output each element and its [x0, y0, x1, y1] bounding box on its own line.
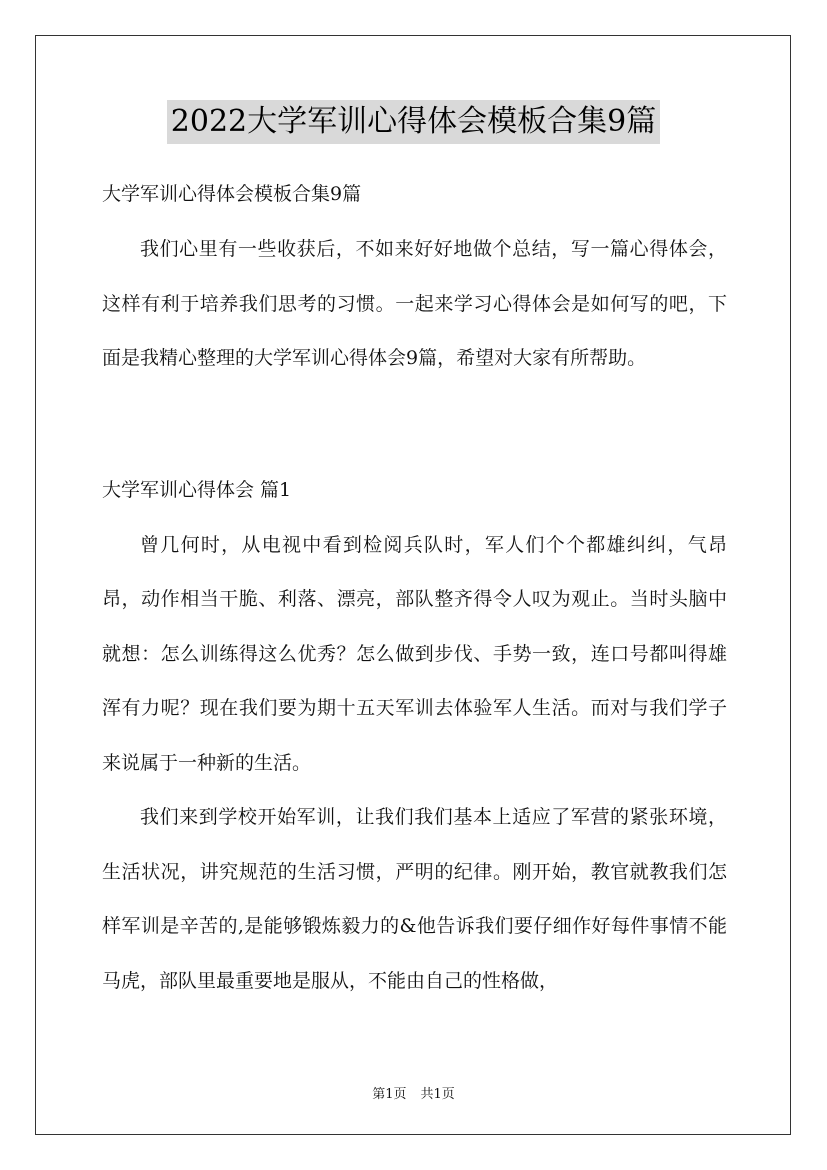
page-footer — [0, 1083, 827, 1102]
document-subtitle: 大学军训心得体会模板合集9篇 — [102, 183, 362, 205]
document-title: 2022大学军训心得体会模板合集9篇 — [167, 100, 660, 144]
title-container — [0, 100, 827, 144]
intro-paragraph: 我们心里有一些收获后，不如来好好地做个总结，写一篇心得体会，这样有利于培养我们思考的习惯。一起来学习心得体会是如何写的吧，下面是我精心整理的大学军训心得体会9篇，希望对大家有所帮助。 — [102, 238, 727, 369]
page-number-current: 第1页 — [372, 1087, 407, 1102]
body-paragraph-1: 曾几何时，从电视中看到检阅兵队时，军人们个个都雄纠纠，气昂昂，动作相当干脆、利落、漂亮，部队整齐得令人叹为观止。当时头脑中就想：怎么训练得这么优秀？怎么做到步伐、手势一致，连口号都叫得雄浑有力呢？现在我们要为期十五天军训去体验军人生活。而对与我们学子来说属于一种新的生活。 — [102, 533, 727, 774]
page-number-total: 共1页 — [420, 1087, 455, 1102]
body-paragraph-2: 我们来到学校开始军训，让我们我们基本上适应了军营的紧张环境，生活状况，讲究规范的生活习惯，严明的纪律。刚开始，教官就教我们怎样军训是辛苦的,是能够锻炼毅力的&他告诉我们要仔细作好每件事情不能马虎，部队里最重要地是服从，不能由自己的性格做， — [102, 806, 727, 992]
document-body — [102, 174, 727, 1008]
section-heading: 大学军训心得体会 篇1 — [102, 478, 292, 501]
